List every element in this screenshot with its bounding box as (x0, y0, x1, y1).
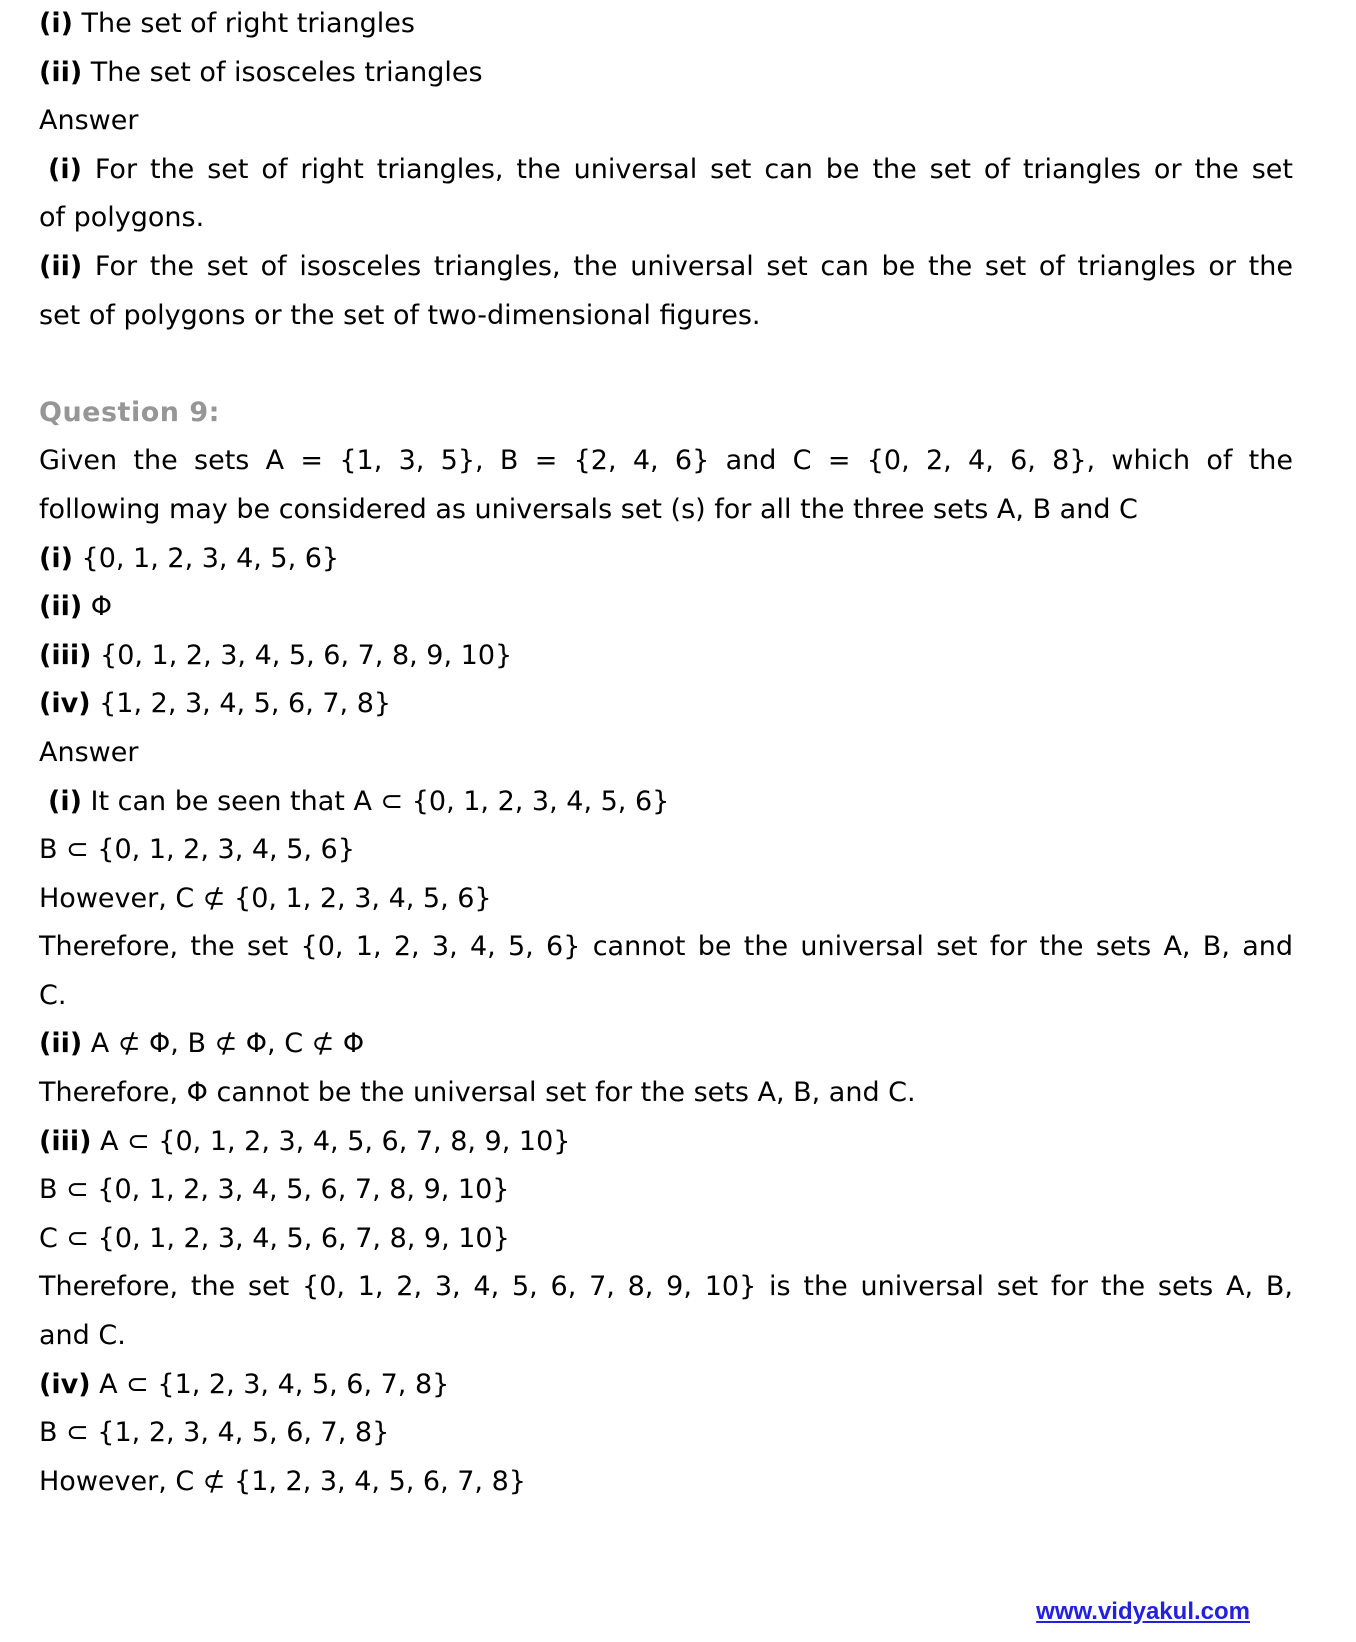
line-text: B ⊂ {0, 1, 2, 3, 4, 5, 6} (39, 834, 355, 866)
doc-line (39, 778, 1293, 827)
line-text: The set of isosceles triangles (82, 56, 483, 88)
line-text: Answer (39, 105, 139, 137)
doc-line (39, 437, 1293, 486)
item-marker: (iii) (39, 1125, 92, 1157)
doc-line (39, 1215, 1293, 1264)
line-text: C. (39, 979, 67, 1011)
line-text: For the set of isosceles triangles, the universal set can be the set of triangles or the (82, 250, 1293, 282)
doc-line (39, 1312, 1293, 1361)
doc-line (39, 0, 1293, 49)
doc-line (39, 972, 1293, 1021)
doc-line (39, 486, 1293, 535)
item-marker: (iv) (39, 1368, 91, 1400)
footer (1036, 1597, 1250, 1627)
doc-line (39, 583, 1293, 632)
item-marker: (ii) (39, 591, 83, 623)
line-text: Therefore, Φ cannot be the universal set for the sets A, B, and C. (39, 1077, 916, 1109)
doc-line (39, 923, 1293, 972)
line-text: Given the sets A = {1, 3, 5}, B = {2, 4, 6} and C = {0, 2, 4, 6, 8}, which of the (39, 445, 1293, 477)
line-text: A ⊂ {1, 2, 3, 4, 5, 6, 7, 8} (90, 1368, 450, 1400)
line-text: Therefore, the set {0, 1, 2, 3, 4, 5, 6, 7, 8, 9, 10} is the universal set for the sets A, B, (39, 1271, 1293, 1303)
doc-line (39, 146, 1293, 195)
item-marker: (i) (48, 153, 82, 185)
line-text: It can be seen that A ⊂ {0, 1, 2, 3, 4, 5, 6} (81, 785, 670, 817)
item-marker: (ii) (39, 1028, 83, 1060)
line-text: However, C ⊄ {1, 2, 3, 4, 5, 6, 7, 8} (39, 1465, 526, 1497)
doc-line (39, 729, 1293, 778)
line-text: Therefore, the set {0, 1, 2, 3, 4, 5, 6} cannot be the universal set for the sets A, B, and (39, 931, 1293, 963)
doc-line (39, 1263, 1293, 1312)
item-marker: (ii) (39, 250, 83, 282)
item-marker: (i) (39, 8, 73, 39)
doc-line (39, 1409, 1293, 1458)
doc-line (39, 1118, 1293, 1167)
line-text: B ⊂ {1, 2, 3, 4, 5, 6, 7, 8} (39, 1417, 390, 1449)
question-header (39, 389, 1293, 438)
doc-line (39, 97, 1293, 146)
line-text: and C. (39, 1320, 126, 1352)
line-text: Φ (82, 591, 113, 623)
line-text: set of polygons or the set of two-dimensional figures. (39, 299, 761, 331)
doc-line (39, 535, 1293, 584)
line-text: of polygons. (39, 202, 205, 234)
line-text: B ⊂ {0, 1, 2, 3, 4, 5, 6, 7, 8, 9, 10} (39, 1174, 510, 1206)
doc-line (39, 632, 1293, 681)
item-marker: (i) (48, 785, 82, 817)
line-text: following may be considered as universals set (s) for all the three sets A, B and C (39, 493, 1138, 525)
doc-line (39, 292, 1293, 341)
line-text: Answer (39, 736, 139, 768)
item-marker: (ii) (39, 56, 83, 88)
line-text: C ⊂ {0, 1, 2, 3, 4, 5, 6, 7, 8, 9, 10} (39, 1222, 510, 1254)
line-text: {0, 1, 2, 3, 4, 5, 6, 7, 8, 9, 10} (91, 639, 513, 671)
item-marker: (iv) (39, 688, 91, 720)
doc-line (39, 680, 1293, 729)
document-body (39, 0, 1293, 1506)
doc-line (39, 1458, 1293, 1507)
line-text: A ⊄ Φ, B ⊄ Φ, C ⊄ Φ (82, 1028, 365, 1060)
line-text: Question 9: (39, 396, 220, 428)
line-text: However, C ⊄ {0, 1, 2, 3, 4, 5, 6} (39, 882, 492, 914)
line-text: The set of right triangles (72, 8, 415, 39)
doc-line (39, 49, 1293, 98)
item-marker: (iii) (39, 639, 92, 671)
line-text: {0, 1, 2, 3, 4, 5, 6} (72, 542, 340, 574)
doc-line (39, 1166, 1293, 1215)
doc-line (39, 1020, 1293, 1069)
line-text: {1, 2, 3, 4, 5, 6, 7, 8} (90, 688, 392, 720)
item-marker: (i) (39, 542, 73, 574)
doc-line (39, 1361, 1293, 1410)
doc-line (39, 243, 1293, 292)
doc-line (39, 194, 1293, 243)
doc-line (39, 1069, 1293, 1118)
vidyakul-link[interactable]: www.vidyakul.com (1036, 1598, 1250, 1625)
doc-line (39, 875, 1293, 924)
doc-line (39, 826, 1293, 875)
line-text: A ⊂ {0, 1, 2, 3, 4, 5, 6, 7, 8, 9, 10} (91, 1125, 571, 1157)
line-text: For the set of right triangles, the universal set can be the set of triangles or the set (81, 153, 1293, 185)
